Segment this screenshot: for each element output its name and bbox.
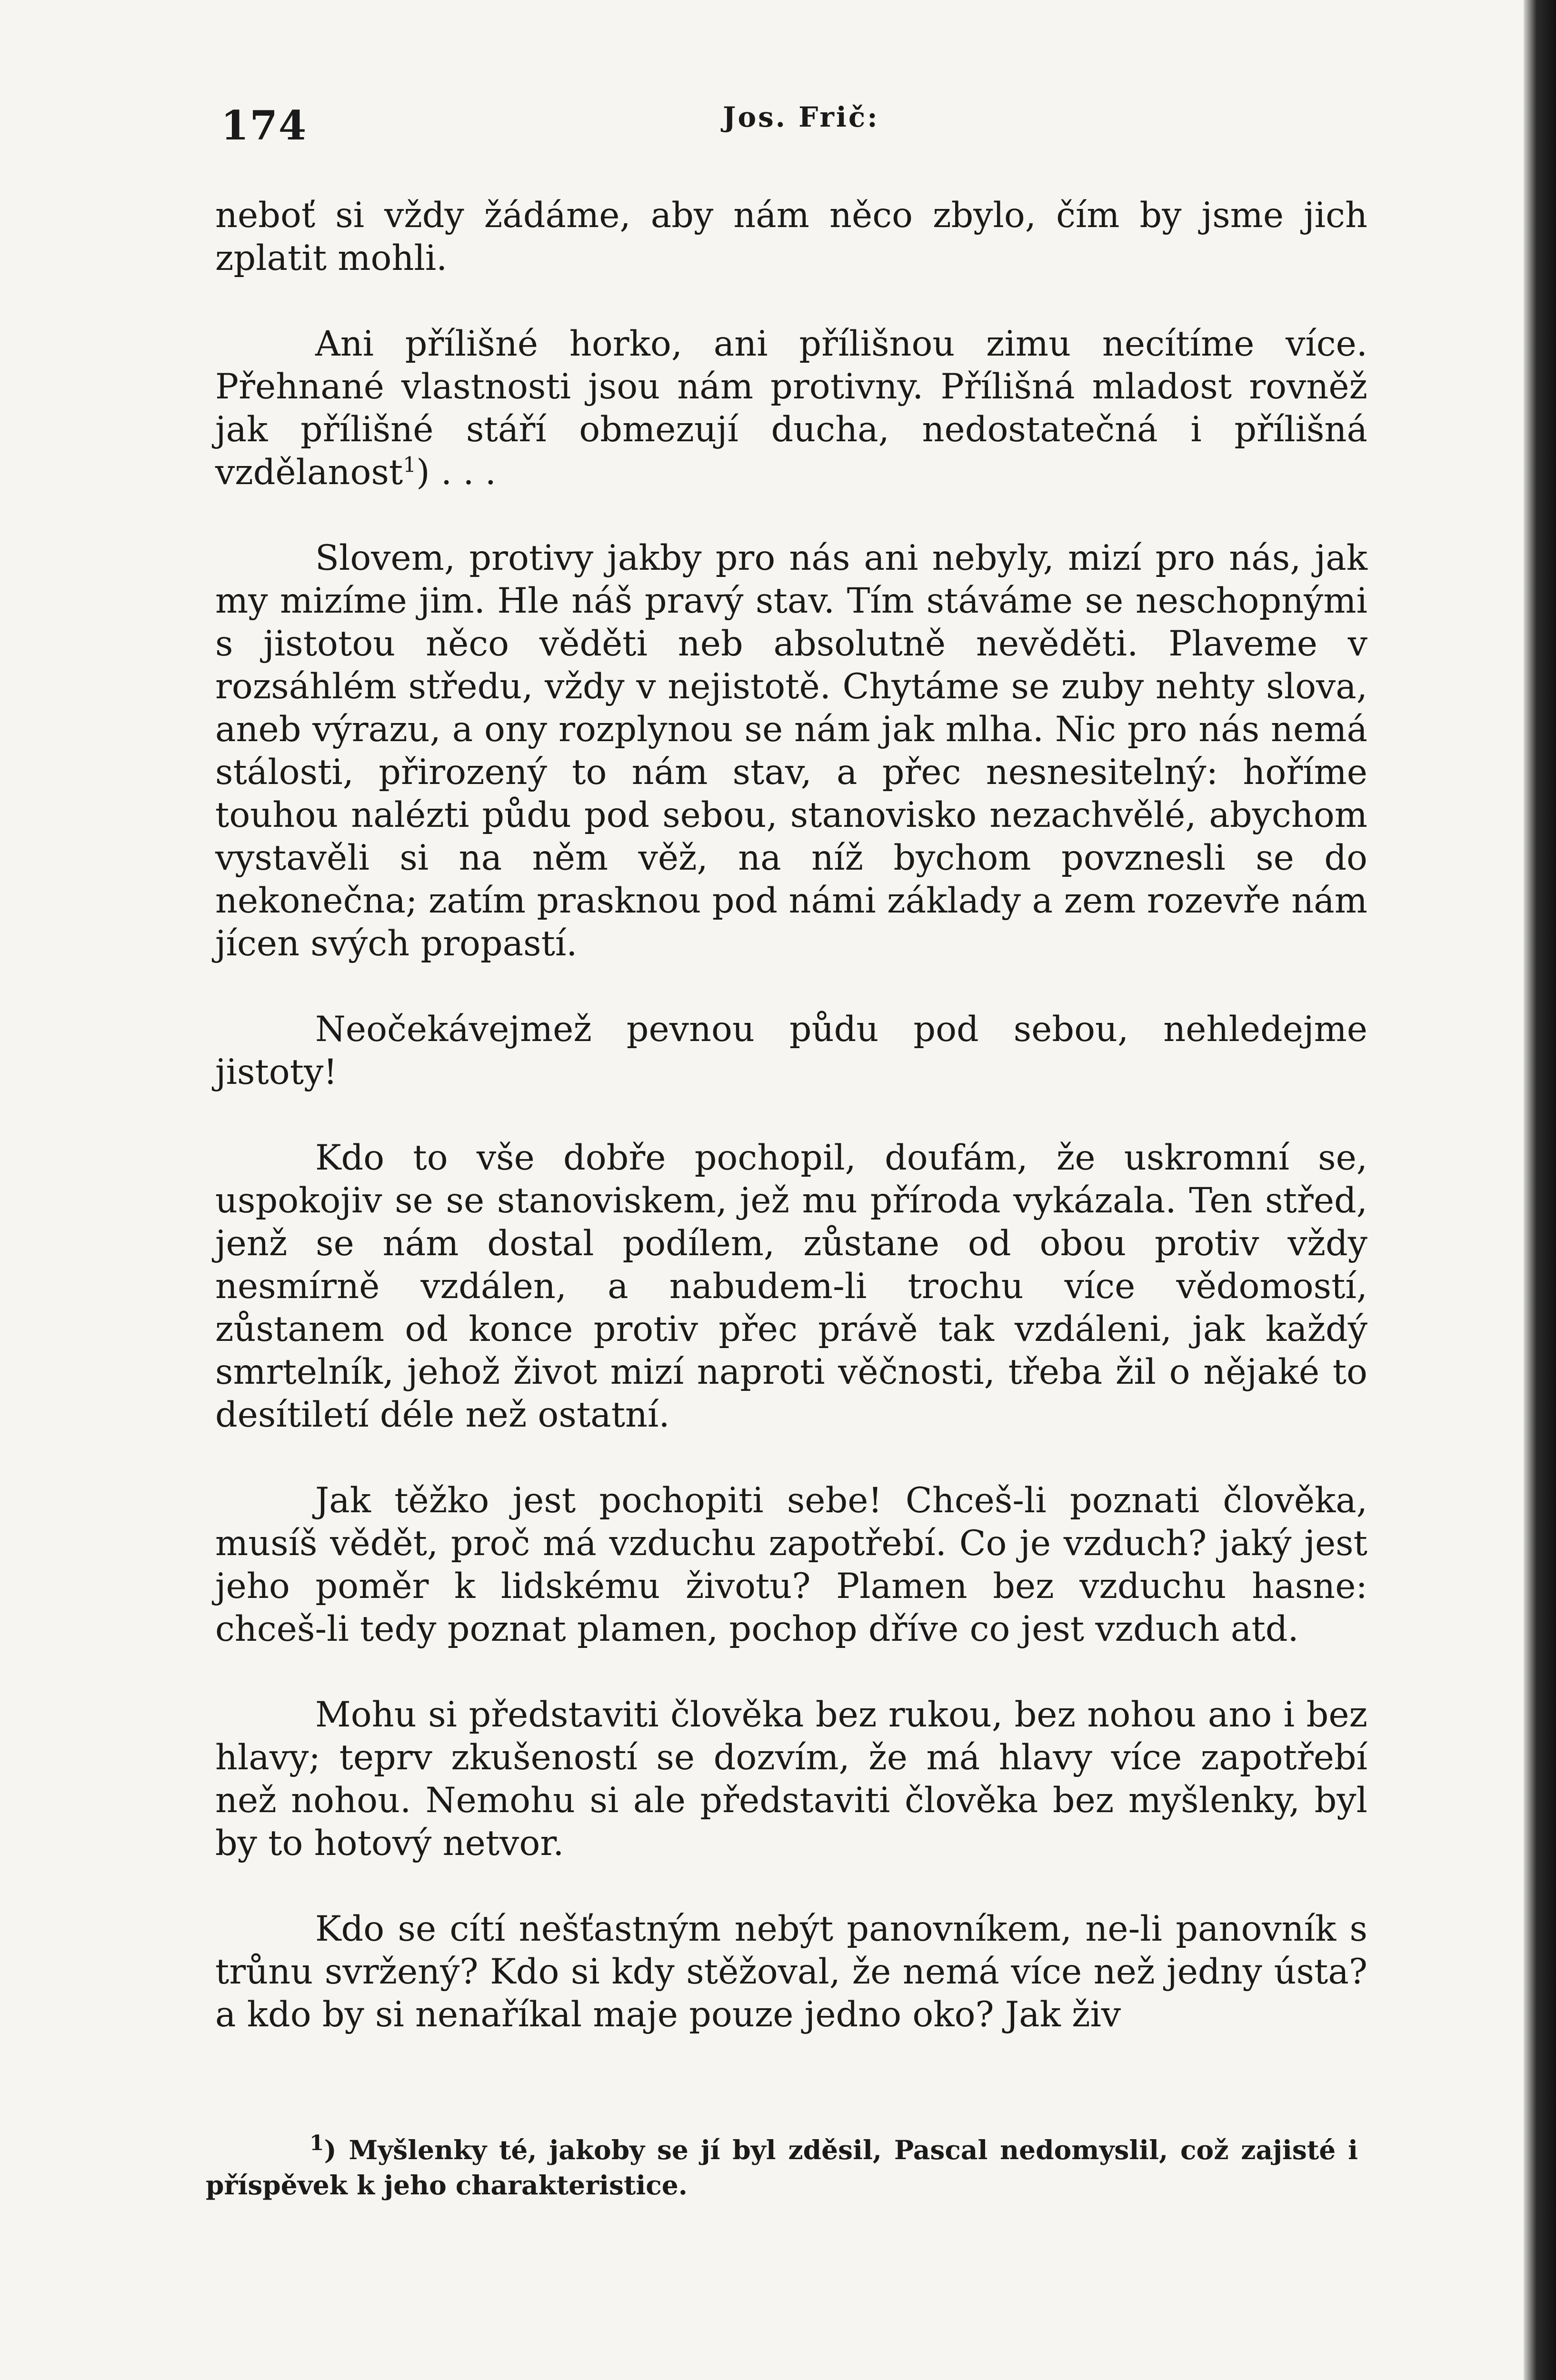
paragraph-8: Kdo se cítí nešťastným nebýt panovníkem, ne-li panovník s trůnu svržený? Kdo si kdy stěžoval, že nemá více než jedny ústa? a kdo by si nenaříkal maje pouze jedno oko? Jak živ bbox=[215, 1909, 1367, 2035]
paragraph-4: Neočekávejmež pevnou půdu pod sebou, nehledejme jistoty! bbox=[215, 1009, 1367, 1092]
paragraph-2-ellipsis: ) . . . bbox=[416, 452, 496, 493]
footnote bbox=[206, 2132, 1358, 2203]
footnote-text: ) Myšlenky té, jakoby se jí byl zděsil, Pascal nedomyslil, což zajisté i příspěvek k jeho charakteristice. bbox=[206, 2134, 1358, 2201]
paragraph-7: Mohu si představiti člověka bez rukou, bez nohou ano i bez hlavy; teprv zkušeností se dozvím, že má hlavy více zapotřebí než nohou. Nemohu si ale představiti člověka bez myšlenky, byl by to hotový netvor. bbox=[215, 1695, 1367, 1864]
page-number: 174 bbox=[221, 102, 308, 149]
running-head-author: Jos. Frič: bbox=[723, 101, 879, 133]
paragraph-2-text: Ani přílišné horko, ani přílišnou zimu necítíme více. Přehnané vlastnosti jsou nám protivny. Přílišná mladost rovněž jak přílišné stáří obmezují ducha, nedostatečná i přílišná vzdělanost bbox=[215, 324, 1367, 493]
paragraph-1: neboť si vždy žádáme, aby nám něco zbylo, čím by jsme jich zplatit mohli. bbox=[215, 195, 1367, 278]
paragraph-2 bbox=[215, 323, 1367, 494]
body-text bbox=[215, 194, 1367, 2079]
running-head bbox=[213, 95, 1333, 152]
paragraph-6: Jak těžko jest pochopiti sebe! Chceš-li poznati člověka, musíš vědět, proč má vzduchu zapotřebí. Co je vzduch? jaký jest jeho poměr k lidskému životu? Plamen bez vzduchu hasne: chceš-li tedy poznat plamen, pochop dříve co jest vzduch atd. bbox=[215, 1480, 1367, 1649]
page-edge-shadow bbox=[1524, 0, 1556, 2380]
footnote-mark: 1 bbox=[309, 2131, 324, 2155]
paragraph-3: Slovem, protivy jakby pro nás ani nebyly, mizí pro nás, jak my mizíme jim. Hle náš pravý stav. Tím stáváme se neschopnými s jistotou něco věděti neb absolutně nevěděti. Plaveme v rozsáhlém středu, vždy v nejistotě. Chytáme se zuby nehty slova, aneb výrazu, a ony rozplynou se nám jak mlha. Nic pro nás nemá stálosti, přirozený to nám stav, a přec nesnesitelný: hoříme touhou nalézti půdu pod sebou, stanovisko nezachvělé, abychom vystavěli si na něm věž, na níž bychom povznesli se do nekonečna; zatím prasknou pod námi základy a zem rozevře nám jícen svých propastí. bbox=[215, 538, 1367, 964]
footnote-reference: 1 bbox=[403, 453, 417, 477]
paragraph-5: Kdo to vše dobře pochopil, doufám, že uskromní se, uspokojiv se se stanoviskem, jež mu příroda vykázala. Ten střed, jenž se nám dostal podílem, zůstane od obou protiv vždy nesmírně vzdálen, a nabudem-li trochu více vědomostí, zůstanem od konce protiv přec právě tak vzdáleni, jak každý smrtelník, jehož život mizí naproti věčnosti, třeba žil o nějaké to desítiletí déle než ostatní. bbox=[215, 1138, 1367, 1435]
